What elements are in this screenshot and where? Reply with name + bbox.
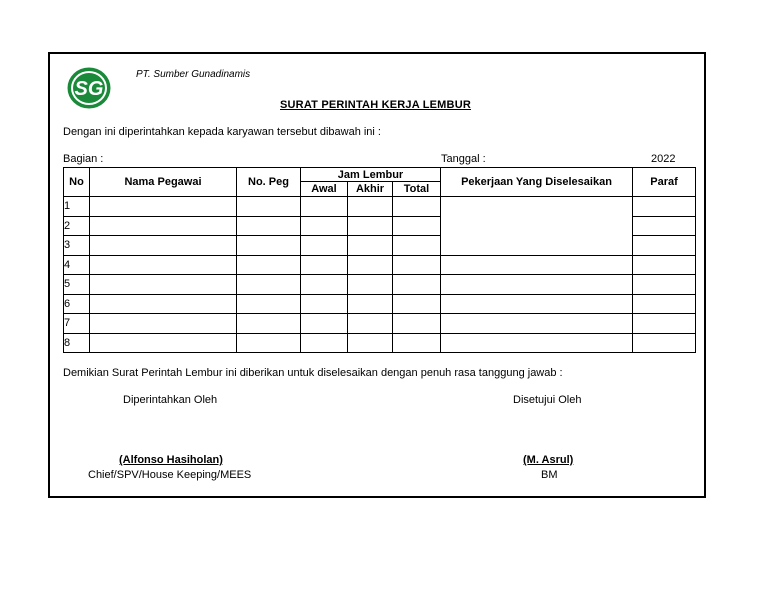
nopeg-cell [237,314,301,334]
header-no: No [64,168,90,197]
nama-cell [90,197,237,217]
akhir-cell [348,197,393,217]
row-number: 3 [64,236,90,256]
total-cell [393,236,441,256]
paraf-cell [633,216,696,236]
header-pekerjaan: Pekerjaan Yang Diselesaikan [441,168,633,197]
paraf-cell [633,236,696,256]
signature-left-name: (Alfonso Hasiholan) [119,454,223,466]
nopeg-cell [237,333,301,353]
total-cell [393,216,441,236]
pekerjaan-cell [441,275,633,295]
awal-cell [301,197,348,217]
awal-cell [301,275,348,295]
header-akhir: Akhir [348,182,393,197]
akhir-cell [348,333,393,353]
pekerjaan-cell [441,255,633,275]
pekerjaan-cell [441,197,633,256]
total-cell [393,275,441,295]
header-paraf: Paraf [633,168,696,197]
paraf-cell [633,255,696,275]
signature-left-role: Diperintahkan Oleh [123,394,218,406]
row-number: 8 [64,333,90,353]
akhir-cell [348,314,393,334]
year-value: 2022 [651,153,676,165]
document-title: SURAT PERINTAH KERJA LEMBUR [280,99,471,111]
awal-cell [301,216,348,236]
table-row [64,255,696,275]
awal-cell [301,314,348,334]
akhir-cell [348,236,393,256]
overtime-table [63,167,696,353]
header-awal: Awal [301,182,348,197]
signature-right-position: BM [541,469,558,481]
akhir-cell [348,216,393,236]
total-cell [393,255,441,275]
closing-text: Demikian Surat Perintah Lembur ini diberikan untuk diselesaikan dengan penuh rasa tanggung jawab : [63,367,563,379]
row-number: 7 [64,314,90,334]
paraf-cell [633,294,696,314]
bagian-label: Bagian : [63,153,104,165]
paraf-cell [633,197,696,217]
awal-cell [301,255,348,275]
row-number: 1 [64,197,90,217]
nopeg-cell [237,236,301,256]
signature-right-name: (M. Asrul) [523,454,574,466]
nopeg-cell [237,294,301,314]
intro-text: Dengan ini diperintahkan kepada karyawan tersebut dibawah ini : [63,126,381,138]
row-number: 2 [64,216,90,236]
nama-cell [90,275,237,295]
nopeg-cell [237,197,301,217]
awal-cell [301,333,348,353]
awal-cell [301,294,348,314]
total-cell [393,333,441,353]
row-number: 5 [64,275,90,295]
table-row [64,333,696,353]
nama-cell [90,236,237,256]
company-name: PT. Sumber Gunadinamis [136,69,251,80]
header-no-peg: No. Peg [237,168,301,197]
header-jam-lembur: Jam Lembur [301,168,441,182]
nama-cell [90,333,237,353]
nopeg-cell [237,275,301,295]
paraf-cell [633,333,696,353]
svg-text:SG: SG [74,78,104,100]
total-cell [393,294,441,314]
company-logo [66,66,112,110]
row-number: 4 [64,255,90,275]
row-number: 6 [64,294,90,314]
nama-cell [90,255,237,275]
table-row [64,275,696,295]
paraf-cell [633,314,696,334]
akhir-cell [348,275,393,295]
signature-right-role: Disetujui Oleh [513,394,582,406]
pekerjaan-cell [441,314,633,334]
header-nama-pegawai: Nama Pegawai [90,168,237,197]
table-row [64,294,696,314]
table-row [64,197,696,217]
pekerjaan-cell [441,333,633,353]
akhir-cell [348,294,393,314]
header-total: Total [393,182,441,197]
akhir-cell [348,255,393,275]
awal-cell [301,236,348,256]
total-cell [393,197,441,217]
nama-cell [90,216,237,236]
signature-left-position: Chief/SPV/House Keeping/MEES [88,469,252,481]
nopeg-cell [237,216,301,236]
nama-cell [90,314,237,334]
total-cell [393,314,441,334]
table-row [64,314,696,334]
tanggal-label: Tanggal : [441,153,486,165]
nama-cell [90,294,237,314]
pekerjaan-cell [441,294,633,314]
nopeg-cell [237,255,301,275]
paraf-cell [633,275,696,295]
